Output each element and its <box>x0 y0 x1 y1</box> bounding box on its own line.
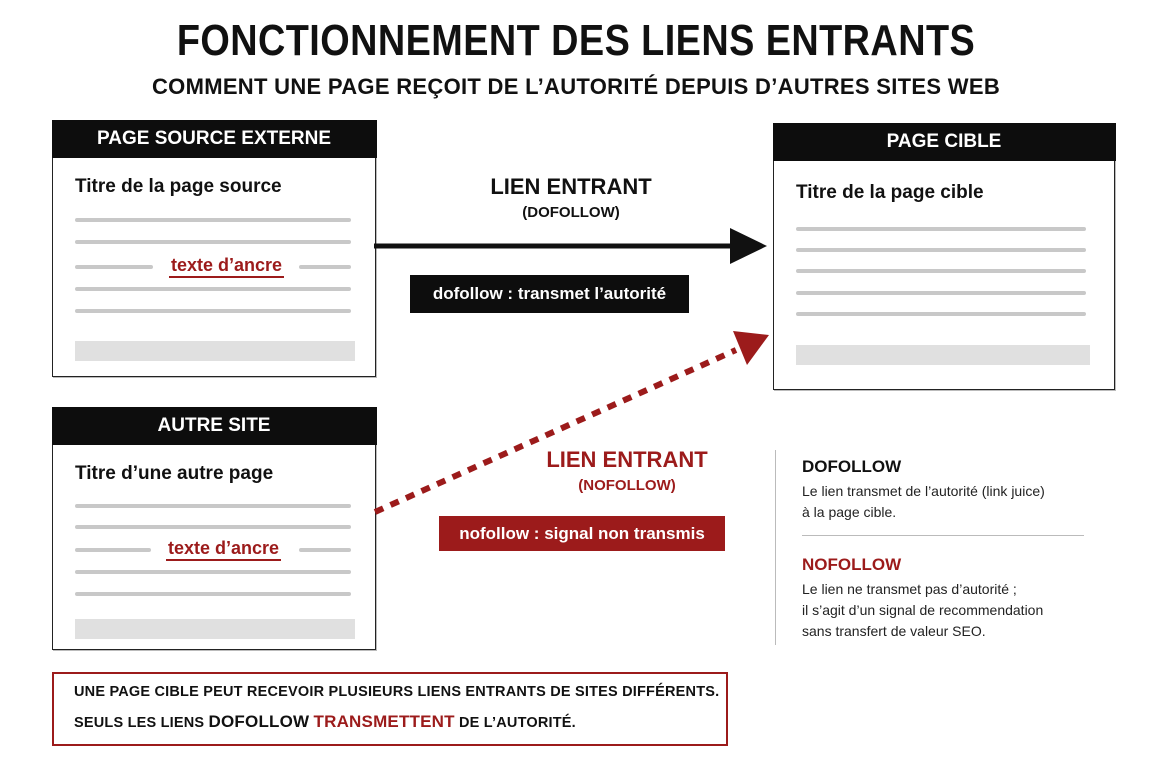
other-anchor-link[interactable]: texte d’ancre <box>166 538 281 561</box>
page-title: FONCTIONNEMENT DES LIENS ENTRANTS <box>176 16 976 65</box>
summary-note-line <box>74 712 576 732</box>
legend-nofollow-text: Le lien ne transmet pas d’autorité ; <box>802 581 1017 597</box>
dofollow-arrowhead <box>730 228 767 264</box>
legend-divider <box>775 450 776 645</box>
legend-nofollow-text: sans transfert de valeur SEO. <box>802 623 986 639</box>
summary-note-box <box>52 672 728 746</box>
nofollow-link-label: LIEN ENTRANT <box>546 447 708 472</box>
other-card-header: AUTRE SITE <box>52 407 377 445</box>
legend-dofollow-text: Le lien transmet de l’autorité (link juice) <box>802 483 1045 499</box>
source-card-header: PAGE SOURCE EXTERNE <box>52 120 377 158</box>
target-card-header: PAGE CIBLE <box>773 123 1116 161</box>
dofollow-link-type: (DOFOLLOW) <box>522 204 620 221</box>
target-card-title: Titre de la page cible <box>796 182 984 203</box>
dofollow-link-label: LIEN ENTRANT <box>490 174 652 199</box>
legend-dofollow-title: DOFOLLOW <box>802 457 902 476</box>
note-dofollow-emphasis: DOFOLLOW <box>208 712 310 731</box>
legend-separator <box>802 535 1084 536</box>
legend-nofollow-text: il s’agit d’un signal de recommendation <box>802 602 1044 618</box>
legend-dofollow-text: à la page cible. <box>802 504 897 520</box>
nofollow-arrowhead <box>733 331 769 365</box>
note-transmit-emphasis: TRANSMETTENT <box>313 712 455 731</box>
source-card-title: Titre de la page source <box>75 176 282 197</box>
dofollow-badge: dofollow : transmet l’autorité <box>410 275 689 313</box>
nofollow-badge: nofollow : signal non transmis <box>439 516 725 551</box>
note-text: SEULS LES LIENS <box>74 715 209 731</box>
other-card-title: Titre d’une autre page <box>75 463 274 484</box>
source-anchor-link[interactable]: texte d’ancre <box>169 255 284 278</box>
page-subtitle: COMMENT UNE PAGE REÇOIT DE L’AUTORITÉ DEPUIS D’AUTRES SITES WEB <box>151 74 1001 99</box>
note-text: DE L’AUTORITÉ. <box>454 715 576 731</box>
summary-note-line: UNE PAGE CIBLE PEUT RECEVOIR PLUSIEURS LIENS ENTRANTS DE SITES DIFFÉRENTS. <box>74 684 720 700</box>
nofollow-link-type: (NOFOLLOW) <box>578 477 676 494</box>
legend-nofollow-title: NOFOLLOW <box>802 555 902 574</box>
